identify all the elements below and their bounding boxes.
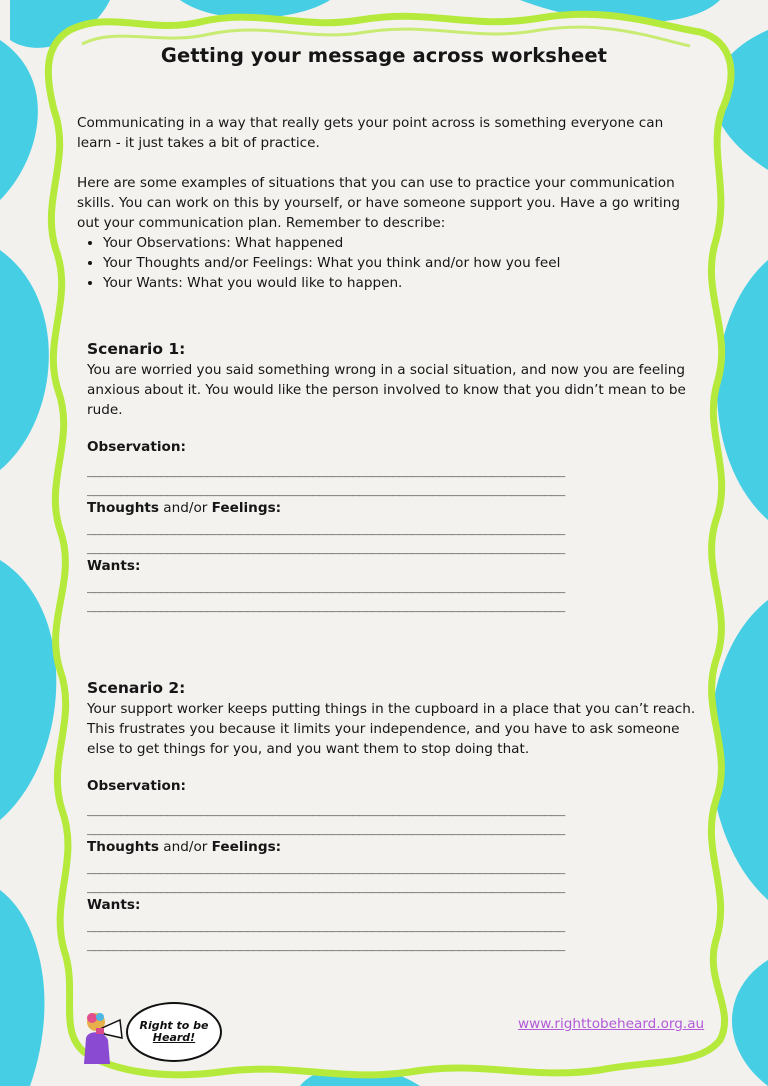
logo-speech-bubble: [126, 1002, 222, 1062]
intro-paragraph-2: Here are some examples of situations that you can use to practice your communication skills. You can work on this by yourself, or have someone support you. Have a go writing out your communication plan. Remember to describe:: [77, 175, 680, 231]
thoughts-answer-line[interactable]: ________________________________________________________________________: [87, 879, 565, 894]
page-title: Getting your message across worksheet: [160, 44, 608, 67]
scenario-description: Your support worker keeps putting things in the cupboard in a place that you can’t reach. This frustrates you because it limits your independence, and you have to ask someone else to get things for you, and you want them to stop doing that.: [87, 701, 696, 757]
thoughts-answer-line[interactable]: ________________________________________________________________________: [87, 521, 565, 536]
bullet-list: [77, 233, 697, 293]
wants-answer-line[interactable]: ________________________________________________________________________: [87, 918, 565, 933]
scenario-2: [87, 679, 697, 954]
intro-paragraph-1: Communicating in a way that really gets your point across is something everyone can learn - it just takes a bit of practice.: [77, 115, 664, 151]
wants-answer-line[interactable]: ________________________________________________________________________: [87, 598, 565, 613]
scenario-1: [87, 340, 697, 615]
observation-answer-line[interactable]: ________________________________________________________________________: [87, 802, 565, 817]
logo-text-line-1: Right to be: [139, 1019, 209, 1032]
logo-text-line-2: Heard!: [152, 1031, 196, 1044]
observation-answer-line[interactable]: ________________________________________________________________________: [87, 463, 565, 478]
scenario-heading: Scenario 2:: [87, 679, 186, 697]
observation-answer-line[interactable]: ________________________________________________________________________: [87, 482, 565, 497]
observation-label: Observation:: [87, 439, 186, 455]
right-to-be-heard-logo: [82, 998, 222, 1068]
observation-answer-line[interactable]: ________________________________________________________________________: [87, 821, 565, 836]
thoughts-answer-line[interactable]: ________________________________________________________________________: [87, 540, 565, 555]
wants-label: Wants:: [87, 558, 141, 574]
list-item: • Your Thoughts and/or Feelings: What you think and/or how you feel: [103, 253, 697, 273]
website-link[interactable]: www.righttobeheard.org.au: [518, 1016, 705, 1032]
wants-label: Wants:: [87, 897, 141, 913]
thoughts-feelings-label: Thoughts and/or Feelings:: [87, 500, 282, 516]
wants-answer-line[interactable]: ________________________________________________________________________: [87, 579, 565, 594]
list-item: • Your Wants: What you would like to happen.: [103, 273, 697, 293]
thoughts-feelings-label: Thoughts and/or Feelings:: [87, 839, 282, 855]
scenario-heading: Scenario 1:: [87, 340, 186, 358]
person-megaphone-icon: [82, 998, 132, 1068]
thoughts-answer-line[interactable]: ________________________________________________________________________: [87, 860, 565, 875]
wants-answer-line[interactable]: ________________________________________________________________________: [87, 937, 565, 952]
list-item: • Your Observations: What happened: [103, 233, 697, 253]
scenario-description: You are worried you said something wrong in a social situation, and now you are feeling anxious about it. You would like the person involved to know that you didn’t mean to be rude.: [87, 362, 686, 418]
intro-section: [77, 113, 697, 293]
observation-label: Observation:: [87, 778, 186, 794]
